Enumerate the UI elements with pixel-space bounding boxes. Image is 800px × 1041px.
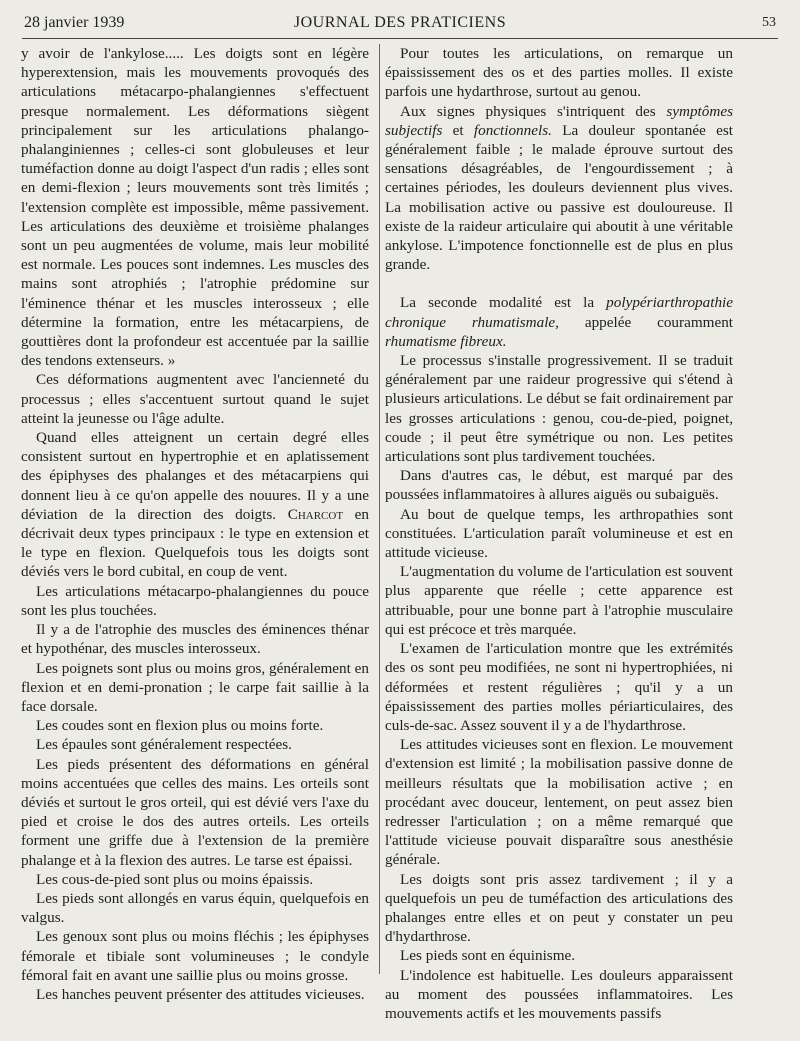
column-divider — [379, 44, 380, 974]
paragraph-text: appelée couramment — [584, 313, 734, 331]
italic-term: fonctionnels. — [473, 121, 552, 139]
header-rule — [22, 38, 778, 39]
paragraph: Les pieds sont allongés en varus équin, quelquefois en valgus. — [21, 889, 369, 927]
paragraph: Il y a de l'atrophie des muscles des éminences thénar et hypothénar, des muscles interosseux. — [21, 621, 369, 658]
paragraph: Les genoux sont plus ou moins fléchis ; les épiphyses fémorale et tibiale sont volumineuses ; le condyle fémoral fait en avant une saillie plus ou moins grosse. — [21, 928, 369, 984]
italic-term: rhumatisme fibreux. — [385, 332, 507, 350]
paragraph: Pour toutes les articulations, on remarque un épaississement des os et des parties molles. Il existe parfois une hydarthrose, surtout au genou. — [385, 45, 733, 101]
paragraph-text: La seconde modalité est la — [400, 294, 595, 312]
italic-term: polypériarthropathie chronique rhumatismale, — [385, 294, 734, 331]
paragraph-text: Aux signes physiques s'intriquent des — [400, 102, 656, 120]
paragraph: Dans d'autres cas, le début, est marqué par des poussées inflammatoires à allures aiguës ou subaiguës. — [385, 467, 733, 504]
paragraph: y avoir de l'ankylose..... Les doigts sont en légère hyperextension, mais les mouvements provoqués des articulations métacarpo-phalangiennes s'effectuent presque normalement. Les déformations siègent principalement sur les articulations phalango-phalanginiennes ; celles-ci sont globuleuses et leur tuméfaction donne au doigt l'aspect d'un radis ; elles sont en demi-flexion ; leurs mouvements sont très limités ; l'extension complète est impossible, même passivement. Les articulations des deuxième et troisième phalanges sont un peu augmentées de volume, mais leur mobilité est normale. Les pouces sont indemnes. Les muscles des mains sont atrophiés ; l'atrophie prédomine sur l'éminence thénar et les muscles interosseux ; elle détermine la formation, entre les métacarpiens, de gouttières dont la profondeur est accentuée par la saillie des tendons extenseurs. » — [21, 45, 369, 370]
paragraph — [21, 428, 369, 582]
paragraph: Les épaules sont généralement respectées. — [36, 736, 292, 754]
left-column — [21, 44, 369, 1004]
paragraph: Les articulations métacarpo-phalangiennes du pouce sont les plus touchées. — [21, 582, 369, 619]
running-header — [24, 14, 776, 36]
paragraph-text: et — [452, 121, 464, 139]
author-name: Charcot — [287, 505, 344, 523]
paragraph: Les attitudes vicieuses sont en flexion. Le mouvement d'extension est limité ; la mobilisation passive donne de meilleurs résultats que la mobilisation active ; en procédant avec douceur, lentement, on peut assez bien redresser l'articulation ; on a même remarqué que l'attitude vicieuse pouvait disparaître sous anesthésie générale. — [385, 736, 733, 869]
paragraph: Au bout de quelque temps, les arthropathies sont constituées. L'articulation paraît volumineuse et est en attitude vicieuse. — [385, 505, 733, 562]
paragraph: Les cous-de-pied sont plus ou moins épaissis. — [36, 870, 314, 888]
paragraph: L'augmentation du volume de l'articulation est souvent plus apparente que réelle ; cette apparence est attribuable, pour une bonne part à l'atrophie musculaire qui est précoce et très marquée. — [385, 563, 733, 638]
journal-title: JOURNAL DES PRATICIENS — [293, 14, 507, 31]
paragraph-text: Quand elles atteignent un certain degré elles consistent surtout en hypertrophie et en aplatissement des épiphyses des phalanges et des métacarpiens qui donnent lieu à ce qu'on appelle des nouures. Il y a une déviation de la direction des doigts. — [21, 429, 369, 523]
paragraph: L'indolence est habituelle. Les douleurs apparaissent au moment des poussées inflammatoires. Les mouvements actifs et les mouvements passifs — [385, 966, 733, 1022]
paragraph-text: en décrivait deux types principaux : le type en extension et le type en flexion. Quelquefois tous les doigts sont déviés vers le bord cubital, en coup de vent. — [21, 505, 370, 581]
paragraph — [385, 293, 733, 351]
paragraph: Les poignets sont plus ou moins gros, généralement en flexion et en demi-pronation ; le carpe fait saillie à la face dorsale. — [21, 659, 369, 715]
paragraph — [385, 102, 733, 275]
paragraph: Les doigts sont pris assez tardivement ; il y a quelquefois un peu de tuméfaction des articulations des phalanges entre elles et on peut y constater un peu d'hydarthrose. — [385, 870, 733, 946]
paragraph: Les hanches peuvent présenter des attitudes vicieuses. — [36, 985, 365, 1003]
paragraph: Les coudes sont en flexion plus ou moins forte. — [36, 717, 324, 735]
header-date: 28 janvier 1939 — [24, 14, 125, 31]
paragraph: Les pieds présentent des déformations en général moins accentuées que celles des mains. Les orteils sont déviés et surtout le gros orteil, qui est dévié vers l'axe du pied et croise le dos des autres orteils. Les orteils forment une griffe due à l'extension de la première phalange et à la flexion des autres. Le tarse est épaissi. — [21, 755, 369, 869]
paragraph: Ces déformations augmentent avec l'ancienneté du processus ; elles s'accentuent surtout quand le sujet atteint la jeunesse ou l'âge adulte. — [21, 371, 369, 427]
paragraph-text: La douleur spontanée est généralement faible ; le malade éprouve surtout des sensations désagréables, de l'engourdissement ; à certaines périodes, les douleurs deviennent plus vives. La mobilisation active ou passive est douloureuse. Il existe de la raideur articulaire qui aboutit à une véritable ankylose. L'impotence fonctionnelle est de plus en plus grande. — [385, 121, 733, 274]
paragraph: Les pieds sont en équinisme. — [400, 947, 576, 965]
italic-term: symptômes subjectifs — [385, 102, 733, 139]
paragraph: Le processus s'installe progressivement. Il se traduit généralement par une raideur progressive qui s'étend à plusieurs articulations. Le début se fait ordinairement par les grosses articulations : genou, cou-de-pied, poignet, coude ; il peut être symétrique ou non. Les petites articulations sont plus tardivement touchées. — [385, 352, 733, 466]
right-column — [385, 44, 733, 1023]
page-number: 53 — [762, 15, 776, 30]
paragraph: L'examen de l'articulation montre que les extrémités des os sont peu modifiées, ne sont ni hypertrophiées, ni déformées et restent régulières ; qu'il y a un épaississement des parties molles périarticulaires, des culs-de-sac. Assez souvent il y a de l'hydarthrose. — [385, 640, 733, 734]
